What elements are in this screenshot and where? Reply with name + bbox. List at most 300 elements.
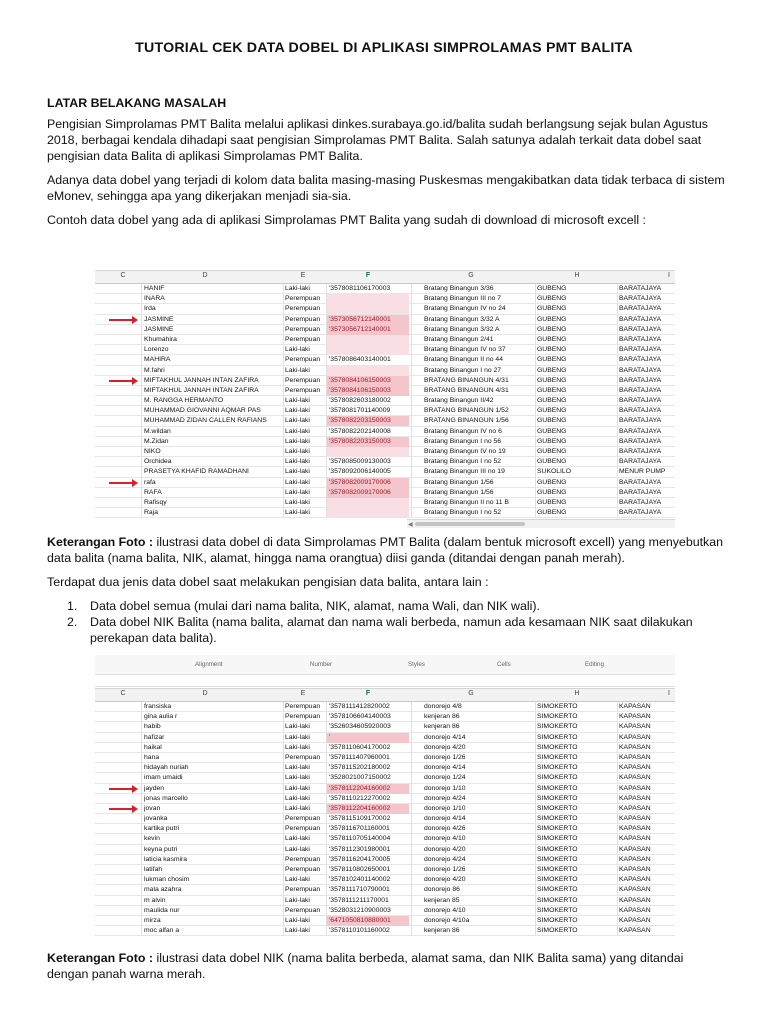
cell-f[interactable]: '3578116701160001: [329, 825, 390, 833]
cell-i[interactable]: MENUR PUMP: [619, 468, 666, 476]
cell-h[interactable]: SIMOKERTO: [537, 886, 578, 894]
table-row[interactable]: [95, 824, 675, 834]
cell-f[interactable]: '3578111211170001: [329, 896, 389, 904]
cell-i[interactable]: BARATAJAYA: [619, 407, 662, 415]
cell-h[interactable]: GUBENG: [537, 478, 567, 486]
ribbon-alignment[interactable]: Alignment: [195, 661, 223, 668]
cell-d[interactable]: keyna putri: [144, 845, 178, 853]
cell-f[interactable]: '3578110604170002: [329, 743, 391, 751]
cell-e[interactable]: Perempuan: [285, 886, 321, 894]
cell-h[interactable]: SIMOKERTO: [537, 733, 578, 741]
cell-g[interactable]: Bratang Binangun III no 7: [424, 295, 502, 303]
table-row[interactable]: [95, 733, 675, 743]
table-row[interactable]: [95, 427, 675, 437]
cell-g[interactable]: BRATANG BINANGUN 1/56: [424, 417, 509, 425]
cell-f[interactable]: '3578111412820002: [329, 703, 390, 710]
cell-g[interactable]: donorejo 4/10a: [424, 916, 470, 924]
cell-h[interactable]: GUBENG: [537, 509, 567, 517]
cell-e[interactable]: Laki-laki: [285, 427, 310, 435]
cell-i[interactable]: KAPASAN: [619, 886, 651, 894]
cell-i[interactable]: BARATAJAYA: [619, 478, 662, 486]
cell-g[interactable]: Bratang Binangun 3/32 A: [424, 325, 500, 333]
scroll-left-icon[interactable]: ◀: [408, 522, 413, 528]
cell-e[interactable]: Perempuan: [285, 335, 321, 343]
cell-g[interactable]: Bratang Binangun IV no 19: [424, 448, 506, 455]
table-row[interactable]: [95, 488, 675, 498]
cell-h[interactable]: SIMOKERTO: [537, 876, 578, 884]
cell-i[interactable]: BARATAJAYA: [619, 498, 662, 506]
cell-g[interactable]: Bratang Binangun IV no 37: [424, 346, 506, 354]
table-row[interactable]: [95, 753, 675, 763]
cell-f[interactable]: '3578082009170006: [327, 478, 409, 488]
cell-i[interactable]: KAPASAN: [619, 774, 651, 782]
cell-g[interactable]: donorejo 1/26: [424, 753, 466, 761]
cell-f[interactable]: '3578082603180002: [329, 397, 391, 405]
cell-f[interactable]: '3578110101160002: [329, 927, 390, 935]
cell-e[interactable]: Laki-laki: [285, 835, 310, 843]
cell-i[interactable]: BARATAJAYA: [619, 295, 662, 303]
cell-f[interactable]: '3573056712140001: [327, 325, 409, 335]
cell-f[interactable]: '6471050810880001: [327, 916, 409, 926]
cell-i[interactable]: BARATAJAYA: [619, 458, 662, 466]
table-row[interactable]: [95, 406, 675, 416]
table-row[interactable]: [95, 508, 675, 518]
cell-f[interactable]: [327, 304, 409, 314]
cell-i[interactable]: KAPASAN: [619, 723, 651, 731]
cell-f[interactable]: '3578086403140001: [329, 356, 391, 364]
cell-g[interactable]: donorejo 4/24: [424, 855, 466, 863]
cell-f[interactable]: [327, 498, 409, 508]
cell-d[interactable]: hidayah nuriah: [144, 764, 189, 772]
cell-i[interactable]: KAPASAN: [619, 815, 651, 823]
cell-d[interactable]: fransiska: [144, 703, 172, 710]
cell-f[interactable]: '3578111407960001: [329, 753, 390, 761]
cell-i[interactable]: KAPASAN: [619, 845, 651, 853]
cell-i[interactable]: BARATAJAYA: [619, 437, 662, 445]
cell-h[interactable]: SIMOKERTO: [537, 845, 578, 853]
cell-g[interactable]: Bratang Binangun IV no 24: [424, 305, 506, 313]
cell-g[interactable]: donorejo 1/24: [424, 774, 466, 782]
cell-i[interactable]: KAPASAN: [619, 916, 651, 924]
cell-i[interactable]: KAPASAN: [619, 733, 651, 741]
cell-d[interactable]: haikal: [144, 743, 162, 751]
cell-f[interactable]: [327, 366, 409, 376]
horizontal-scrollbar[interactable]: [407, 519, 675, 528]
cell-f[interactable]: '3578115109170002: [329, 815, 391, 823]
cell-e[interactable]: Perempuan: [285, 305, 321, 313]
cell-i[interactable]: BARATAJAYA: [619, 285, 662, 292]
cell-d[interactable]: M.fahri: [144, 366, 165, 374]
table-row[interactable]: [95, 926, 675, 936]
cell-d[interactable]: MUHAMMAD ZIDAN CALLEN RAFIANS: [144, 417, 267, 425]
cell-h[interactable]: GUBENG: [537, 498, 567, 506]
cell-h[interactable]: GUBENG: [537, 488, 567, 496]
cell-f[interactable]: '3526034605920003: [329, 723, 391, 731]
cell-f[interactable]: '3578115202180002: [329, 764, 391, 772]
cell-f[interactable]: ': [327, 733, 409, 743]
cell-i[interactable]: BARATAJAYA: [619, 488, 662, 496]
cell-i[interactable]: KAPASAN: [619, 784, 651, 792]
table-row[interactable]: [95, 845, 675, 855]
cell-i[interactable]: KAPASAN: [619, 764, 651, 772]
cell-e[interactable]: Laki-laki: [285, 764, 310, 772]
cell-d[interactable]: Orchidea: [144, 458, 172, 466]
cell-g[interactable]: kenjeran 86: [424, 723, 460, 731]
cell-i[interactable]: KAPASAN: [619, 794, 651, 802]
cell-i[interactable]: BARATAJAYA: [619, 386, 662, 394]
cell-d[interactable]: habib: [144, 723, 161, 731]
table-row[interactable]: [95, 702, 675, 712]
cell-d[interactable]: kartika putri: [144, 825, 180, 833]
cell-i[interactable]: KAPASAN: [619, 855, 651, 863]
cell-f[interactable]: '3578112204160002: [327, 804, 409, 814]
cell-i[interactable]: KAPASAN: [619, 896, 651, 904]
cell-d[interactable]: M. RANGGA HERMANTO: [144, 397, 224, 405]
cell-g[interactable]: donorejo 4/20: [424, 845, 466, 853]
formula-bar[interactable]: [95, 676, 675, 687]
cell-f[interactable]: '3578110212270002: [329, 794, 391, 802]
cell-d[interactable]: MIFTAKHUL JANNAH INTAN ZAFIRA: [144, 376, 259, 384]
cell-f[interactable]: '3578082009170006: [327, 488, 409, 498]
cell-e[interactable]: Laki-laki: [285, 488, 310, 496]
cell-g[interactable]: Bratang Binangun 3/36: [424, 285, 494, 292]
cell-i[interactable]: KAPASAN: [619, 804, 651, 812]
cell-d[interactable]: mala azahra: [144, 886, 182, 894]
cell-f[interactable]: '3578082203150003: [327, 416, 409, 426]
table-row[interactable]: [95, 773, 675, 783]
cell-g[interactable]: Bratang Binangun I no 52: [424, 458, 502, 466]
cell-e[interactable]: Laki-laki: [285, 896, 310, 904]
cell-i[interactable]: KAPASAN: [619, 703, 651, 710]
cell-e[interactable]: Perempuan: [285, 753, 321, 761]
cell-e[interactable]: Laki-laki: [285, 285, 310, 292]
cell-e[interactable]: Perempuan: [285, 325, 321, 333]
cell-e[interactable]: Perempuan: [285, 713, 321, 721]
cell-h[interactable]: SIMOKERTO: [537, 774, 578, 782]
cell-e[interactable]: Perempuan: [285, 815, 321, 823]
cell-g[interactable]: donorejo 4/20: [424, 876, 466, 884]
cell-f[interactable]: '3578102401140002: [329, 876, 391, 884]
table-row[interactable]: [95, 896, 675, 906]
cell-g[interactable]: Bratang Binangun IV no 6: [424, 427, 502, 435]
cell-h[interactable]: GUBENG: [537, 386, 567, 394]
table-row[interactable]: [95, 814, 675, 824]
cell-e[interactable]: Perempuan: [285, 855, 321, 863]
cell-e[interactable]: Laki-laki: [285, 743, 310, 751]
cell-e[interactable]: Laki-laki: [285, 794, 310, 802]
cell-d[interactable]: M.wildan: [144, 427, 171, 435]
table-row[interactable]: [95, 722, 675, 732]
cell-i[interactable]: KAPASAN: [619, 743, 651, 751]
cell-d[interactable]: maulida nur: [144, 906, 180, 914]
cell-f[interactable]: [327, 335, 409, 345]
cell-f[interactable]: '3573056712140001: [327, 315, 409, 325]
cell-h[interactable]: GUBENG: [537, 417, 567, 425]
cell-e[interactable]: Perempuan: [285, 703, 321, 710]
cell-f[interactable]: '3578081106170003: [329, 285, 391, 292]
cell-e[interactable]: Laki-laki: [285, 733, 310, 741]
cell-d[interactable]: gina aulia r: [144, 713, 178, 721]
table-row[interactable]: [95, 743, 675, 753]
cell-f[interactable]: '3578092006140005: [329, 468, 391, 476]
cell-d[interactable]: M.Zidan: [144, 437, 169, 445]
cell-h[interactable]: SIMOKERTO: [537, 804, 578, 812]
cell-e[interactable]: Laki-laki: [285, 478, 310, 486]
table-row[interactable]: [95, 447, 675, 457]
cell-d[interactable]: imam umaidi: [144, 774, 183, 782]
table-row[interactable]: [95, 875, 675, 885]
cell-d[interactable]: JASMINE: [144, 315, 174, 323]
cell-g[interactable]: Bratang Binangun II/42: [424, 397, 494, 405]
cell-e[interactable]: Laki-laki: [285, 346, 310, 354]
cell-h[interactable]: GUBENG: [537, 376, 567, 384]
cell-e[interactable]: Laki-laki: [285, 458, 310, 466]
scroll-thumb[interactable]: [415, 522, 525, 526]
table-row[interactable]: [95, 345, 675, 355]
table-row[interactable]: [95, 366, 675, 376]
cell-h[interactable]: SIMOKERTO: [537, 794, 578, 802]
table-row[interactable]: [95, 804, 675, 814]
cell-e[interactable]: Laki-laki: [285, 784, 310, 792]
cell-d[interactable]: Irda: [144, 305, 156, 313]
cell-i[interactable]: KAPASAN: [619, 835, 651, 843]
cell-f[interactable]: '3578111710790001: [329, 886, 390, 894]
cell-h[interactable]: SIMOKERTO: [537, 713, 578, 721]
cell-i[interactable]: BARATAJAYA: [619, 366, 662, 374]
cell-h[interactable]: GUBENG: [537, 346, 567, 354]
cell-e[interactable]: Laki-laki: [285, 366, 310, 374]
cell-g[interactable]: BRATANG BINANGUN 4/31: [424, 386, 509, 394]
cell-h[interactable]: SIMOKERTO: [537, 753, 578, 761]
cell-d[interactable]: lukman chosim: [144, 876, 190, 884]
cell-h[interactable]: GUBENG: [537, 397, 567, 405]
cell-d[interactable]: mirza: [144, 916, 161, 924]
cell-i[interactable]: BARATAJAYA: [619, 376, 662, 384]
cell-h[interactable]: SIMOKERTO: [537, 784, 578, 792]
cell-i[interactable]: BARATAJAYA: [619, 509, 662, 517]
cell-g[interactable]: Bratang Binangun I no 27: [424, 366, 502, 374]
cell-g[interactable]: donorejo 1/10: [424, 804, 466, 812]
cell-i[interactable]: BARATAJAYA: [619, 346, 662, 354]
cell-e[interactable]: Laki-laki: [285, 845, 310, 853]
table-row[interactable]: [95, 376, 675, 386]
cell-h[interactable]: GUBENG: [537, 437, 567, 445]
cell-g[interactable]: BRATANG BINANGUN 1/52: [424, 407, 509, 415]
table-row[interactable]: [95, 865, 675, 875]
cell-f[interactable]: '3578112204160002: [327, 784, 409, 794]
cell-d[interactable]: laticia kasmira: [144, 855, 188, 863]
table-row[interactable]: [95, 906, 675, 916]
cell-d[interactable]: jovan: [144, 804, 161, 812]
cell-f[interactable]: '3578081701140009: [329, 407, 391, 415]
cell-e[interactable]: Laki-laki: [285, 468, 310, 476]
table-row[interactable]: [95, 834, 675, 844]
ribbon-number[interactable]: Number: [310, 661, 333, 668]
cell-d[interactable]: NIKO: [144, 448, 161, 455]
cell-f[interactable]: '3578110705140004: [329, 835, 391, 843]
cell-g[interactable]: donorejo 1/10: [424, 784, 466, 792]
cell-i[interactable]: KAPASAN: [619, 713, 651, 721]
cell-i[interactable]: BARATAJAYA: [619, 356, 662, 364]
cell-h[interactable]: GUBENG: [537, 407, 567, 415]
cell-g[interactable]: Bratang Binangun 1/56: [424, 478, 494, 486]
cell-d[interactable]: MUHAMMAD GIOVANNI AQMAR PAS: [144, 407, 261, 415]
cell-e[interactable]: Laki-laki: [285, 804, 310, 812]
cell-f[interactable]: '3578112301980001: [329, 845, 391, 853]
cell-f[interactable]: '3578110802650001: [329, 866, 391, 873]
cell-h[interactable]: SIMOKERTO: [537, 825, 578, 833]
cell-e[interactable]: Laki-laki: [285, 417, 310, 425]
cell-h[interactable]: SIMOKERTO: [537, 906, 578, 914]
table-row[interactable]: [95, 335, 675, 345]
cell-d[interactable]: RAFA: [144, 488, 162, 496]
cell-f[interactable]: '3578082202140008: [329, 427, 391, 435]
cell-g[interactable]: donorejo 4/14: [424, 764, 466, 772]
table-row[interactable]: [95, 304, 675, 314]
cell-d[interactable]: rafa: [144, 478, 156, 486]
cell-h[interactable]: GUBENG: [537, 295, 567, 303]
cell-h[interactable]: SIMOKERTO: [537, 743, 578, 751]
cell-h[interactable]: SIMOKERTO: [537, 764, 578, 772]
table-row[interactable]: [95, 437, 675, 447]
cell-e[interactable]: Laki-laki: [285, 397, 310, 405]
table-row[interactable]: [95, 916, 675, 926]
cell-h[interactable]: SIMOKERTO: [537, 703, 578, 710]
cell-e[interactable]: Perempuan: [285, 906, 321, 914]
cell-h[interactable]: SIMOKERTO: [537, 916, 578, 924]
cell-g[interactable]: donorejo 4/24: [424, 794, 466, 802]
cell-g[interactable]: Bratang Binangun II no 11 B: [424, 498, 509, 506]
cell-h[interactable]: GUBENG: [537, 335, 567, 343]
cell-h[interactable]: GUBENG: [537, 325, 567, 333]
cell-f[interactable]: '3578084106150003: [327, 376, 409, 386]
cell-g[interactable]: donorejo 86: [424, 886, 460, 894]
table-row[interactable]: [95, 885, 675, 895]
table-row[interactable]: [95, 416, 675, 426]
cell-h[interactable]: SUKOLILO: [537, 468, 571, 476]
cell-d[interactable]: m alvin: [144, 896, 166, 904]
cell-e[interactable]: Laki-laki: [285, 407, 310, 415]
cell-f[interactable]: '3528031210900003: [329, 906, 391, 914]
cell-h[interactable]: GUBENG: [537, 448, 567, 455]
cell-e[interactable]: Perempuan: [285, 376, 321, 384]
cell-i[interactable]: KAPASAN: [619, 906, 651, 914]
cell-d[interactable]: hana: [144, 753, 160, 761]
cell-d[interactable]: PRASETYA KHAFID RAMADHANI: [144, 468, 249, 476]
cell-e[interactable]: Laki-laki: [285, 437, 310, 445]
cell-g[interactable]: Bratang Binangun I no 52: [424, 509, 502, 517]
cell-d[interactable]: Lorenzo: [144, 346, 169, 354]
cell-h[interactable]: GUBENG: [537, 305, 567, 313]
cell-i[interactable]: KAPASAN: [619, 866, 651, 873]
cell-h[interactable]: SIMOKERTO: [537, 927, 578, 935]
cell-i[interactable]: KAPASAN: [619, 876, 651, 884]
cell-e[interactable]: Laki-laki: [285, 876, 310, 884]
cell-f[interactable]: [327, 345, 409, 355]
cell-i[interactable]: BARATAJAYA: [619, 335, 662, 343]
table-row[interactable]: [95, 763, 675, 773]
cell-e[interactable]: Laki-laki: [285, 509, 310, 517]
cell-f[interactable]: [327, 447, 409, 457]
cell-i[interactable]: BARATAJAYA: [619, 448, 662, 455]
cell-d[interactable]: INARA: [144, 295, 165, 303]
cell-h[interactable]: GUBENG: [537, 315, 567, 323]
cell-d[interactable]: jayden: [144, 784, 165, 792]
cell-g[interactable]: donorejo 4/14: [424, 815, 466, 823]
table-row[interactable]: [95, 284, 675, 294]
cell-g[interactable]: donorejo 4/14: [424, 733, 466, 741]
cell-e[interactable]: Laki-laki: [285, 723, 310, 731]
table-row[interactable]: [95, 325, 675, 335]
cell-f[interactable]: [327, 508, 409, 518]
cell-i[interactable]: BARATAJAYA: [619, 305, 662, 313]
table-row[interactable]: [95, 386, 675, 396]
cell-g[interactable]: BRATANG BINANGUN 4/31: [424, 376, 509, 384]
cell-g[interactable]: kenjeran 86: [424, 927, 460, 935]
cell-i[interactable]: BARATAJAYA: [619, 325, 662, 333]
cell-d[interactable]: Khumahira: [144, 335, 177, 343]
cell-g[interactable]: Bratang Binangun 3/32 A: [424, 315, 500, 323]
cell-h[interactable]: SIMOKERTO: [537, 815, 578, 823]
cell-g[interactable]: donorejo 1/26: [424, 866, 466, 873]
cell-e[interactable]: Laki-laki: [285, 927, 310, 935]
cell-d[interactable]: HANIF: [144, 285, 165, 292]
cell-e[interactable]: Laki-laki: [285, 498, 310, 506]
cell-e[interactable]: Perempuan: [285, 825, 321, 833]
cell-f[interactable]: '3578085009130003: [329, 458, 391, 466]
cell-f[interactable]: [327, 294, 409, 304]
cell-f[interactable]: '3578106604140003: [329, 713, 391, 721]
cell-h[interactable]: GUBENG: [537, 458, 567, 466]
cell-e[interactable]: Perempuan: [285, 315, 321, 323]
cell-e[interactable]: Laki-laki: [285, 916, 310, 924]
cell-i[interactable]: BARATAJAYA: [619, 427, 662, 435]
cell-e[interactable]: Laki-laki: [285, 448, 310, 455]
table-row[interactable]: [95, 855, 675, 865]
cell-e[interactable]: Perempuan: [285, 386, 321, 394]
table-row[interactable]: [95, 784, 675, 794]
ribbon-styles[interactable]: Styles: [408, 661, 425, 668]
cell-g[interactable]: donorejo 4/8: [424, 703, 462, 710]
cell-g[interactable]: donorejo 4/26: [424, 825, 466, 833]
cell-f[interactable]: '3578116204170005: [329, 855, 391, 863]
cell-e[interactable]: Perempuan: [285, 356, 321, 364]
cell-d[interactable]: MIFTAKHUL JANNAH INTAN ZAFIRA: [144, 386, 259, 394]
cell-i[interactable]: BARATAJAYA: [619, 397, 662, 405]
cell-h[interactable]: GUBENG: [537, 427, 567, 435]
cell-h[interactable]: GUBENG: [537, 366, 567, 374]
cell-i[interactable]: KAPASAN: [619, 753, 651, 761]
cell-g[interactable]: donorejo 4/20: [424, 743, 466, 751]
cell-e[interactable]: Perempuan: [285, 295, 321, 303]
table-row[interactable]: [95, 498, 675, 508]
cell-h[interactable]: SIMOKERTO: [537, 855, 578, 863]
table-row[interactable]: [95, 294, 675, 304]
cell-h[interactable]: SIMOKERTO: [537, 896, 578, 904]
cell-d[interactable]: MAHIRA: [144, 356, 171, 364]
cell-d[interactable]: moc alfan a: [144, 927, 180, 935]
cell-d[interactable]: jonas marcello: [144, 794, 188, 802]
cell-d[interactable]: hafizar: [144, 733, 165, 741]
cell-g[interactable]: kenjeran 85: [424, 896, 460, 904]
cell-h[interactable]: SIMOKERTO: [537, 723, 578, 731]
ribbon-editing[interactable]: Editing: [585, 661, 604, 668]
table-row[interactable]: [95, 396, 675, 406]
cell-i[interactable]: BARATAJAYA: [619, 315, 662, 323]
cell-e[interactable]: Perempuan: [285, 866, 321, 873]
cell-h[interactable]: SIMOKERTO: [537, 835, 578, 843]
table-row[interactable]: [95, 457, 675, 467]
